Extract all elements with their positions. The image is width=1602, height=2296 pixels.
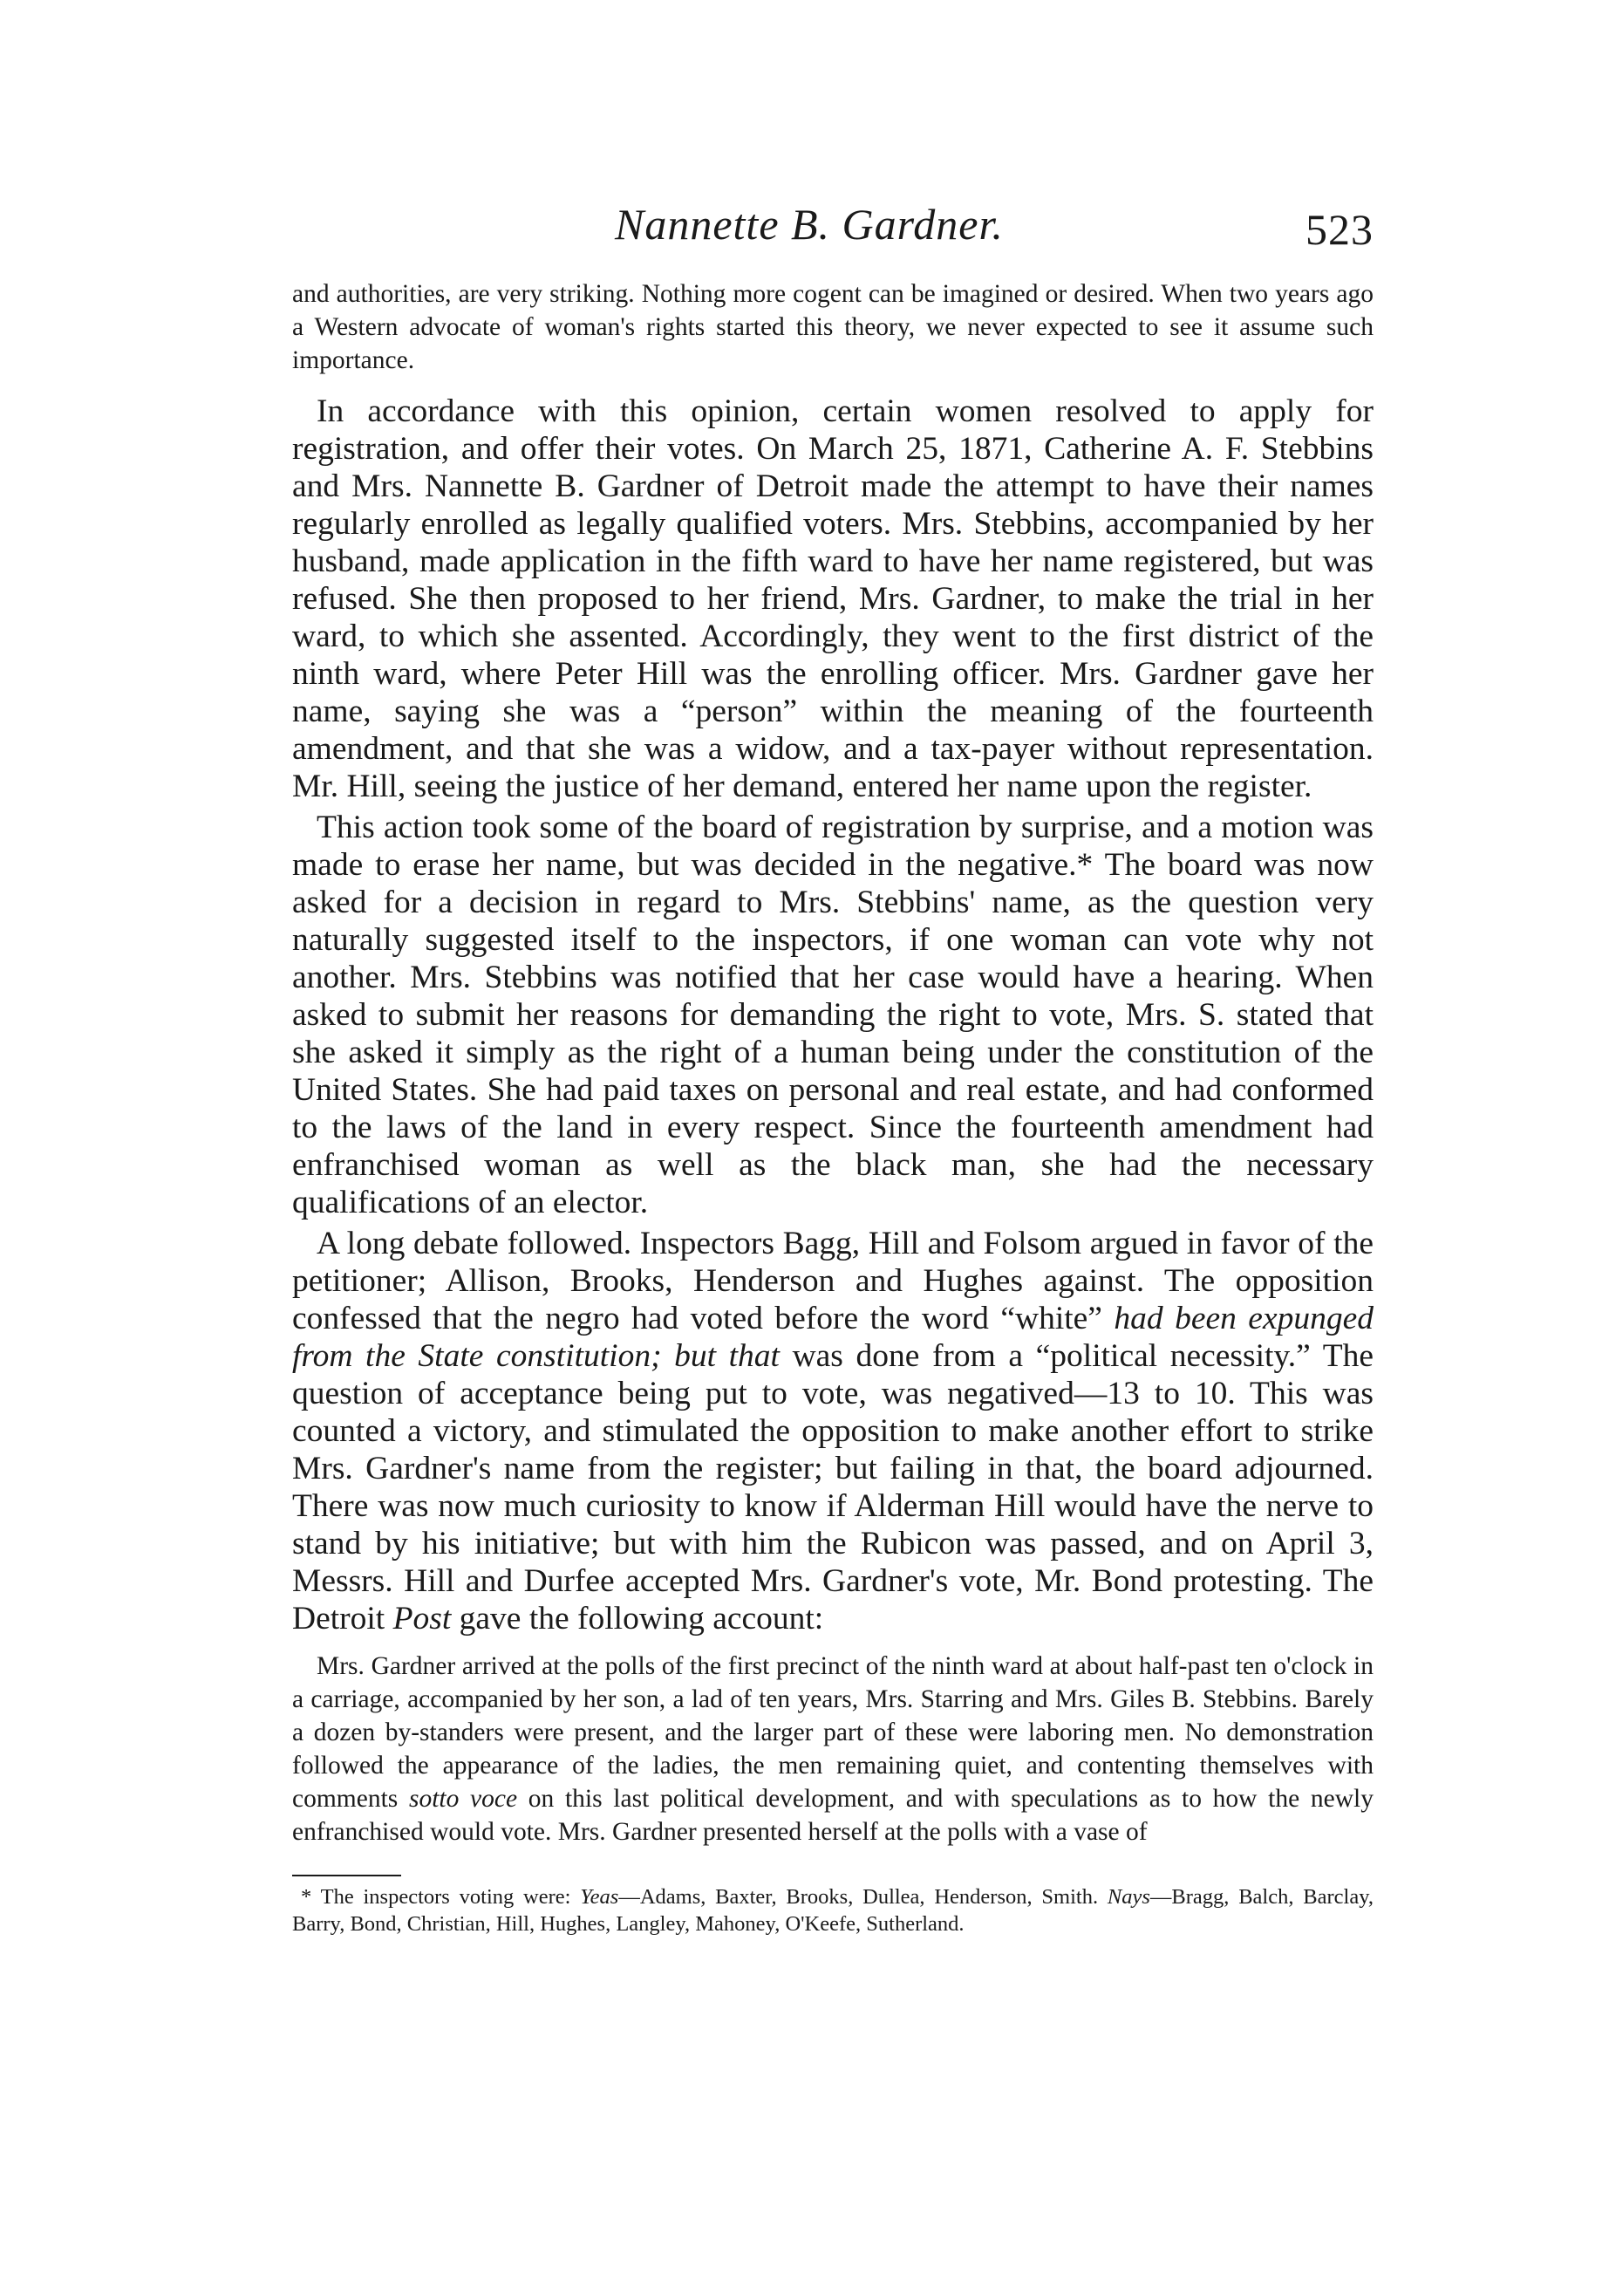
footnote-yeas-label: Yeas [580,1885,619,1909]
debate-text-2: was done from a “political necessity.” The question of acceptance being put to vote, was negatived—13 to 10. This was counted a victory, and stimulated the opposition to make another effort to strike Mrs. Gardner's name from the register; but failing in that, the board adjourned. There was now much curiosity to know if Alderman Hill would have the nerve to stand by his initiative; but with him the Rubicon was passed, and on April 3, Messrs. Hill and Durfee accepted Mrs. Gardner's vote, Mr. Bond protesting. The Detroit [292,1338,1374,1637]
footnote [292,1883,1374,1937]
quote-continuation: and authorities, are very striking. Nothing more cogent can be imagined or desired. When two years ago a Western advocate of woman's rights started this theory, we never expected to see it assume such importance. [292,280,1374,374]
paragraph-debate [292,1225,1374,1637]
footnote-nays: —Bragg, Balch, Barclay, Barry, Bond, Christian, Hill, Hughes, Langley, Mahoney, O'Keefe, Sutherland. [292,1885,1374,1936]
debate-text-3: gave the following account: [451,1601,824,1637]
page-number: 523 [1305,205,1374,254]
footnote-rule [292,1875,401,1876]
post-quote-text-2: on this last political development, and with speculations as to how the newly enfranchised would vote. Mrs. Gardner presented herself at the polls with a vase of [292,1785,1374,1846]
paragraph-registration: In accordance with this opinion, certain women resolved to apply for registration, and offer their votes. On March 25, 1871, Catherine A. F. Stebbins and Mrs. Nannette B. Gardner of Detroit made the attempt to have their names regularly enrolled as legally qualified voters. Mrs. Stebbins, accompanied by her husband, made application in the fifth ward to have her name registered, but was refused. She then proposed to her friend, Mrs. Gardner, to make the trial in her ward, to which she assented. Accordingly, they went to the first district of the ninth ward, where Peter Hill was the enrolling officer. Mrs. Gardner gave her name, saying she was a “person” within the meaning of the fourteenth amendment, and that she was a widow, and a tax-payer without representation. Mr. Hill, seeing the justice of her demand, entered her name upon the register. [292,393,1374,804]
book-page [292,199,1374,1937]
running-title: Nannette B. Gardner. [615,200,1004,249]
footnote-nays-label: Nays [1107,1885,1150,1909]
post-quote [292,1650,1374,1848]
post-quote-italic: sotto voce [408,1785,518,1813]
footnote-yeas: —Adams, Baxter, Brooks, Dullea, Henderson, Smith. [618,1885,1108,1909]
newspaper-name: Post [392,1601,452,1637]
debate-text-1: A long debate followed. Inspectors Bagg, Hill and Folsom argued in favor of the petitioner; Allison, Brooks, Henderson and Hughes against. The opposition confessed that the negro had voted before the word “white” [292,1226,1374,1336]
footnote-lead: * The inspectors voting were: [301,1885,581,1909]
debate-italic-1: had been expunged from the State constitution; but that [292,1301,1374,1374]
post-quote-text-1: Mrs. Gardner arrived at the polls of the first precinct of the ninth ward at about half-past ten o'clock in a carriage, accompanied by her son, a lad of ten years, Mrs. Starring and Mrs. Giles B. Stebbins. Barely a dozen by-standers were present, and the larger part of these were laboring men. No demonstration followed the appearance of the ladies, the men remaining quiet, and contenting themselves with comments [292,1652,1374,1813]
paragraph-board-action: This action took some of the board of registration by surprise, and a motion was made to erase her name, but was decided in the negative.* The board was now asked for a decision in regard to Mrs. Stebbins' name, as the question very naturally suggested itself to the inspectors, if one woman can vote why not another. Mrs. Stebbins was notified that her case would have a hearing. When asked to submit her reasons for demanding the right to vote, Mrs. S. stated that she asked it simply as the right of a human being under the constitution of the United States. She had paid taxes on personal and real estate, and had conformed to the laws of the land in every respect. Since the fourteenth amendment had enfranchised woman as well as the black man, she had the necessary qualifications of an elector. [292,810,1374,1220]
running-head [292,199,1374,269]
